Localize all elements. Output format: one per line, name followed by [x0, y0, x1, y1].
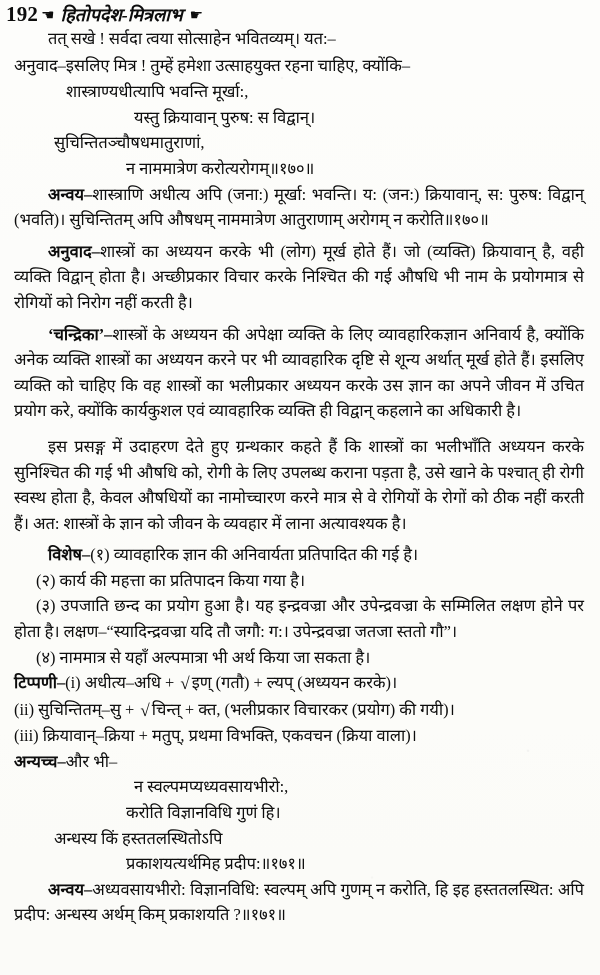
anyachcha-label: अन्यच्च– [14, 751, 66, 771]
intro-translation-line: अनुवाद–इसलिए मित्र ! तुम्हें हमेशा उत्साहयुक्त रहना चाहिए, क्योंकि– [14, 55, 411, 75]
pointing-hand-icon-right: ☛ [189, 8, 204, 24]
tippani-item-2-marker: (ii) [14, 699, 35, 719]
vishesh-item-3: (३) उपजाति छन्द का प्रयोग हुआ है। यह इन्द्रवज्रा और उपेन्द्रवज्रा के सम्मिलित लक्षण होने पर होता है। लक्षण–“स्यादिन्द्रवज्रा यदि तौ जगौ: ग:। उपेन्द्रवज्रा जतजा स्ततो गौ”। [14, 596, 584, 642]
verse-170-line-4: न नाममात्रेण करोत्यरोगम्॥१७०॥ [126, 158, 315, 178]
verse-170-line-1: शास्त्राण्यधीत्यापि भवन्ति मूर्खा:, [66, 82, 249, 102]
tippani-item-1-marker: (i) [65, 673, 81, 693]
vishesh-item-4: (४) नाममात्र से यहाँ अल्पमात्रा भी अर्थ किया जा सकता है। [36, 647, 371, 667]
tippani-item-3 [14, 723, 584, 749]
tippani-item-3-head: क्रियावान्–क्रिया + मतुप्, प्रथमा विभक्ति, एकवचन (क्रिया वाला)। [42, 726, 417, 746]
prasang-paragraph: इस प्रसङ्ग में उदाहरण देते हुए ग्रन्थकार कहते हैं कि शास्त्रों का भलीभाँति अध्ययन करके सुनिश्चित की गई भी औषधि को, रोगी के लिए उपलब्ध कराना पड़ता है, उसे खाने के पश्चात् ही रोगी स्वस्थ होता है, केवल औषधियों का नामोच्चारण करने मात्र से वे रोगियों के रोगों को ठीक नहीं करती हैं। अत: शास्त्रों के ज्ञान को जीवन के व्यवहार में लाना अत्यावश्यक है। [14, 436, 584, 533]
verse-170-line-2: यस्तु क्रियावान् पुरुष: स विद्वान्। [134, 107, 316, 127]
anyachcha-text: और भी– [65, 751, 118, 771]
page-number: 192 [6, 2, 39, 26]
tippani-item-1 [14, 670, 584, 697]
chandrika-text: शास्त्रों के अध्ययन की अपेक्षा व्यक्ति के लिए व्यावहारिकज्ञान अनिवार्य है, क्योंकि अनेक व्यक्ति शास्त्रों का अध्ययन करने पर भी व्यावहारिक दृष्टि से शून्य अर्थात् मूर्ख होते हैं। इसलिए व्यक्ति को चाहिए कि वह शास्त्रों का भलीप्रकार अध्ययन करके उस ज्ञान का अपने जीवन में उचित प्रयोग करे, क्योंकि कार्यकुशल एवं व्यावहारिक व्यक्ति ही विद्वान् कहलाने का अधिकारी है। [14, 324, 584, 421]
chandrika-paragraph [14, 322, 584, 424]
tippani-label: टिप्पणी– [14, 673, 66, 693]
tippani-item-1-head: अधीत्य–अधि + [84, 673, 179, 693]
vishesh-item-1 [14, 542, 584, 568]
anuvad-170-text: शास्त्रों का अध्ययन करके भी (लोग) मूर्ख होते हैं। जो (व्यक्ति) क्रियावान् है, वही व्यक्ति विद्वान् होता है। अच्छीप्रकार विचार करके निश्चित की गई औषधि भी नाम के प्रयोगमात्र से रोगियों को निरोग नहीं करती है। [14, 241, 584, 312]
page-header [0, 0, 600, 26]
tippani-item-2-tail: चिन्त् + क्त, (भलीप्रकार विचारकर (प्रयोग) की गयी)। [151, 699, 455, 719]
anvaya-171-text: अध्यवसायभीरो: विज्ञानविधि: स्वल्पम् अपि गुणम् न करोति, हि इह हस्ततलस्थित: अपि प्रदीप: अन्धस्य अर्थम् किम् प्रकाशयति ?॥१७१॥ [14, 879, 584, 925]
tippani-item-2 [14, 697, 584, 724]
tippani-item-3-marker: (iii) [14, 726, 39, 746]
verse-171-line-2: करोति विज्ञानविधि गुणं हि। [126, 803, 281, 823]
intro-sanskrit-line: तत् सखे ! सर्वदा त्वया सोत्साहेन भवितव्यम्। यत:– [48, 29, 336, 48]
anyachcha-line [14, 749, 584, 775]
tippani-item-1-tail: इण् (गतौ) + ल्यप् (अध्ययन करके)। [191, 673, 398, 693]
anuvad-170-label: अनुवाद– [48, 241, 100, 261]
vishesh-label: विशेष– [48, 545, 91, 565]
anvaya-170-label: अन्वय– [48, 184, 93, 204]
radical-sign-icon-2: √ [140, 700, 150, 720]
anvaya-170-text: शास्त्राणि अधीत्य अपि (जना:) मूर्खा: भवन्ति। य: (जन:) क्रियावान्, स: पुरुष: विद्वान् (भवति)। सुचिन्तितम् अपि औषधम् नाममात्रेण आतुराणाम् अरोगम् न करोति॥१७०॥ [14, 184, 584, 230]
vishesh-item-2: (२) कार्य की महत्ता का प्रतिपादन किया गया है। [36, 570, 306, 590]
vishesh-item-1-text: (१) व्यावहारिक ज्ञान की अनिवार्यता प्रतिपादित की गई है। [90, 545, 419, 565]
verse-171-line-4: प्रकाशयत्यर्थमिह प्रदीप:॥१७१॥ [126, 854, 306, 874]
radical-sign-icon: √ [180, 674, 190, 694]
page-body [0, 26, 600, 928]
verse-171-line-3: अन्धस्य किं हस्ततलस्थितोऽपि [54, 828, 223, 848]
chandrika-label: ‘चन्द्रिका’– [48, 324, 113, 344]
anvaya-171-paragraph [14, 877, 584, 928]
anvaya-171-label: अन्वय– [48, 879, 93, 899]
anvaya-170-paragraph [14, 182, 584, 233]
verse-170-line-3: सुचिन्तितञ्चौषधमातुराणां, [54, 133, 205, 153]
verse-171-line-1: न स्वल्पमप्यध्यवसायभीरो:, [134, 777, 289, 797]
tippani-item-2-head: सुचिन्तितम्–सु + [38, 699, 139, 719]
running-title: हितोपदेश-मित्रलाभ [60, 5, 183, 25]
pointing-hand-icon: ☛ [41, 8, 55, 24]
anuvad-170-paragraph [14, 239, 584, 316]
